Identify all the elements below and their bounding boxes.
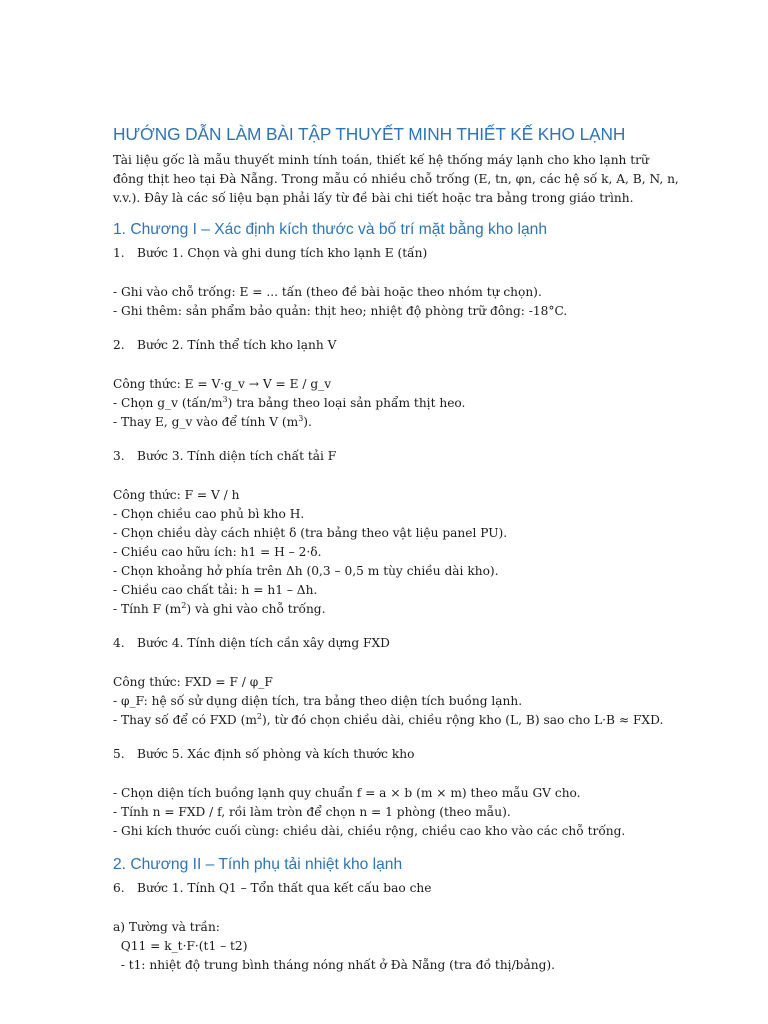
detail-line: - Tính F $(m^2)$ và ghi vào chỗ trống.: [113, 600, 326, 616]
step-number: 4.: [113, 636, 125, 650]
step-2-details: [113, 375, 658, 432]
intro-paragraph: [113, 151, 679, 208]
formula-line: Công thức: FXD = F / φ_F: [113, 675, 273, 689]
step-number: 2.: [113, 338, 125, 352]
step-title: Bước 1. Chọn và ghi dung tích kho lạnh E (tấn): [137, 246, 428, 260]
step-title: Bước 3. Tính diện tích chất tải F: [137, 449, 337, 463]
detail-line: - Thay số để có FXD $(m^2)$, từ đó chọn chiều dài, chiều rộng kho (L, B) sao cho L·B ≈ FXD.: [113, 711, 664, 727]
step-number: 1.: [113, 246, 125, 260]
detail-line: - t1: nhiệt độ trung bình tháng nóng nhất ở Đà Nẵng (tra đồ thị/bảng).: [113, 958, 556, 972]
step-4-item: [113, 634, 658, 653]
detail-line: - Chiều cao chất tải: h = h1 – Δh.: [113, 583, 318, 597]
detail-line: - Chọn chiều cao phủ bì kho H.: [113, 507, 305, 521]
step-3-details: [113, 486, 658, 619]
detail-line: - Ghi thêm: sản phẩm bảo quản: thịt heo; nhiệt độ phòng trữ đông: -18°C.: [113, 304, 568, 318]
detail-line: - Chọn chiều dày cách nhiệt δ (tra bảng theo vật liệu panel PU).: [113, 526, 508, 540]
formula-line: Q11 = k_t·F·(t1 – t2): [113, 939, 248, 953]
step-5-details: [113, 784, 658, 841]
step-2-item: [113, 336, 658, 355]
document-content: [113, 124, 679, 990]
step-title: Bước 2. Tính thể tích kho lạnh V: [137, 338, 337, 352]
subsection-label: a) Tường và trần:: [113, 920, 220, 934]
intro-line: đông thịt heo tại Đà Nẵng. Trong mẫu có nhiều chỗ trống (E, tn, φn, các hệ số k, A, B, N, n,: [113, 172, 679, 186]
detail-line: - Chọn khoảng hở phía trên Δh (0,3 – 0,5 m tùy chiều dài kho).: [113, 564, 499, 578]
step-6-details: [113, 918, 658, 975]
chapter-1-heading: 1. Chương I – Xác định kích thước và bố trí mặt bằng kho lạnh: [113, 221, 548, 238]
detail-line: - Chọn diện tích buồng lạnh quy chuẩn f = a × b (m × m) theo mẫu GV cho.: [113, 786, 581, 800]
step-number: 3.: [113, 449, 125, 463]
step-6-item: [113, 879, 658, 898]
step-4-details: [113, 673, 664, 730]
step-5-item: [113, 745, 658, 764]
step-title: Bước 4. Tính diện tích cần xây dựng FXD: [137, 636, 390, 650]
intro-line: Tài liệu gốc là mẫu thuyết minh tính toán, thiết kế hệ thống máy lạnh cho kho lạnh trữ: [113, 153, 649, 167]
step-title: Bước 1. Tính Q1 – Tổn thất qua kết cấu bao che: [137, 881, 432, 895]
step-3-item: [113, 447, 658, 466]
formula-line: Công thức: F = V / h: [113, 488, 240, 502]
step-1-details: [113, 283, 658, 321]
chapter-2-heading: 2. Chương II – Tính phụ tải nhiệt kho lạnh: [113, 856, 403, 873]
detail-line: - Chọn g_v $(tấn/m^3)$ tra bảng theo loại sản phẩm thịt heo.: [113, 394, 466, 410]
detail-line: - Chiều cao hữu ích: h1 = H – 2·δ.: [113, 545, 322, 559]
step-number: 5.: [113, 747, 125, 761]
formula-line: Công thức: E = V·g_v → V = E / g_v: [113, 377, 332, 391]
detail-line: - Ghi vào chỗ trống: E = ... tấn (theo đề bài hoặc theo nhóm tự chọn).: [113, 285, 542, 299]
step-number: 6.: [113, 881, 125, 895]
step-title: Bước 5. Xác định số phòng và kích thước kho: [137, 747, 415, 761]
intro-line: v.v.). Đây là các số liệu bạn phải lấy từ đề bài chi tiết hoặc tra bảng trong giáo trình.: [113, 191, 634, 205]
detail-line: - Tính n = FXD / f, rồi làm tròn để chọn n = 1 phòng (theo mẫu).: [113, 805, 511, 819]
detail-line: - Ghi kích thước cuối cùng: chiều dài, chiều rộng, chiều cao kho vào các chỗ trống.: [113, 824, 626, 838]
detail-line: - φ_F: hệ số sử dụng diện tích, tra bảng theo diện tích buồng lạnh.: [113, 694, 523, 708]
step-1-item: [113, 244, 658, 263]
document-title: HƯỚNG DẪN LÀM BÀI TẬP THUYẾT MINH THIẾT KẾ KHO LẠNH: [113, 124, 626, 144]
detail-line: - Thay E, g_v vào để tính V $(m^3)$.: [113, 413, 312, 429]
